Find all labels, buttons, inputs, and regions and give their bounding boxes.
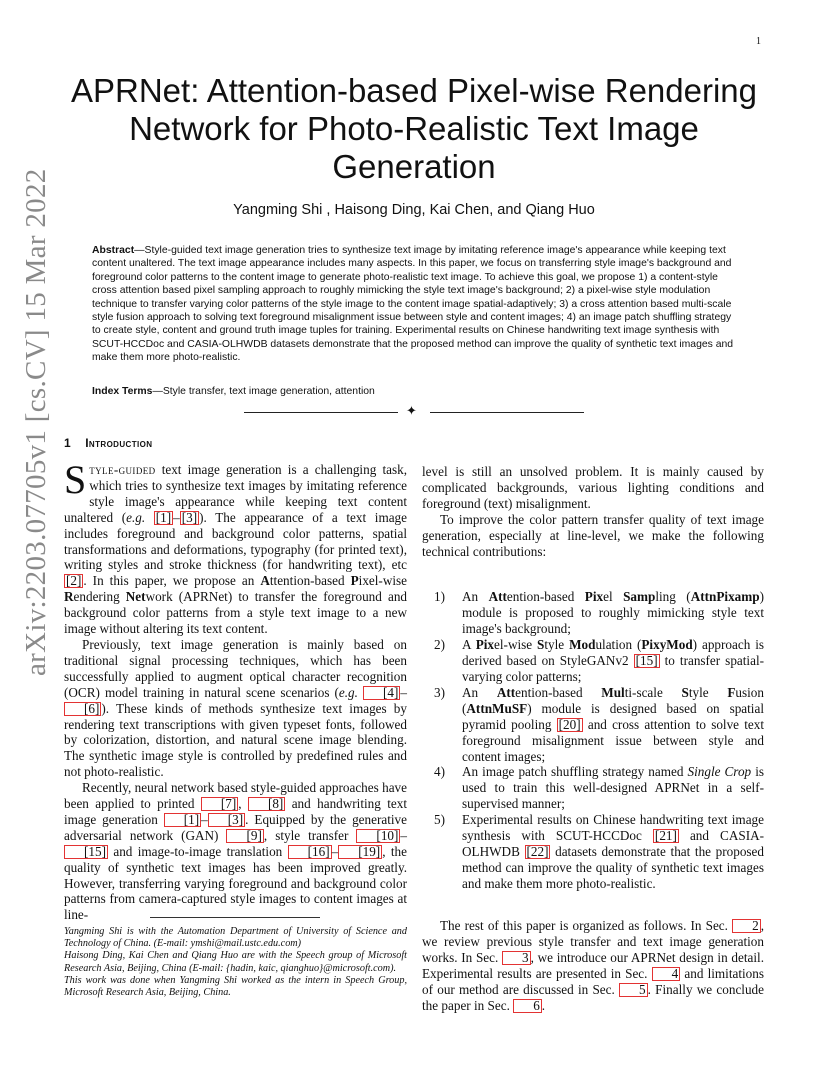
text-run: An (462, 684, 497, 700)
list-item (422, 637, 764, 685)
section-link[interactable]: 5 (619, 983, 648, 997)
text-run: The rest of this paper is organized as follows. In Sec. (440, 918, 733, 933)
citation-link[interactable]: [3] (181, 509, 198, 525)
text-run: Recently, neural network based style-guided approaches have been applied to printed (64, 780, 407, 812)
text-run: usion ( (462, 684, 764, 716)
text-run: ). These kinds of methods synthesize text images by rendering text transcriptions with given typeset fonts, followed by colorization, distortion, and natural scene image blending. The synthetic image style is controlled by predefined rules and not photo-realistic. (64, 700, 407, 780)
citation-link[interactable]: [8] (248, 797, 285, 811)
footnote-affiliation-2: Haisong Ding, Kai Chen and Qiang Huo are with the Speech group of Microsoft Research Asia, Beijing, China (E-mail: {hadin, kaic, qianghuo}@microsoft.com). (64, 950, 407, 974)
bold-run: Att (488, 589, 507, 605)
page-number: 1 (756, 36, 761, 47)
bold-run: Att (496, 684, 516, 700)
eg-italic: e.g. (126, 509, 146, 525)
section-link[interactable]: 2 (732, 919, 761, 933)
text-run: Experimental results on Chinese handwriting text image synthesis with SCUT-HCCDoc (462, 812, 764, 844)
text-run: ). The appearance of a text image includes foreground and background color patterns, spatial transformations and deformations, typography (for printed text), writing styles and stroke thickness (for handwriting text), etc (64, 509, 408, 573)
text-run: ention-based (506, 589, 585, 605)
drop-cap: S (64, 457, 87, 502)
list-number: 3) (434, 684, 445, 700)
index-terms-label: Index Terms (92, 386, 153, 397)
text-run: . Finally we conclude the paper in Sec. (422, 981, 764, 1013)
text-run: is used to train this well-designed APRNet in a self-supervised manner; (462, 764, 765, 812)
citation-link[interactable]: [1] (155, 509, 172, 525)
text-run: ulation ( (595, 637, 642, 653)
citation-link[interactable]: [6] (64, 702, 101, 716)
text-run: el (603, 589, 624, 605)
bold-run: S (681, 684, 689, 700)
text-run: text image generation is a challenging task, which tries to synthesize text images by imitating reference style image's appearance while keeping text content unaltered ( (64, 462, 407, 525)
text-run: ) module is proposed to roughly mimicking style text image's background; (462, 589, 764, 637)
text-run: el-wise (494, 637, 538, 653)
text-run: Previously, text image generation is mainly based on traditional signal processing techniques, which has been successfully applied to augment optical character recognition (OCR) model training in natural scene scenarios ( (64, 636, 407, 700)
abstract (92, 244, 742, 365)
arxiv-identifier: arXiv:2203.07705v1 [cs.CV] 15 Mar 2022 (20, 168, 52, 676)
text-run: , we review previous style transfer and text image generation works. In Sec. (422, 918, 764, 965)
citation-link[interactable]: [16] (288, 845, 332, 859)
text-run: and handwriting text image generation (64, 796, 408, 827)
text-run: . Equipped by the generative adversarial network (GAN) (64, 811, 407, 843)
abstract-text: —Style-guided text image generation tries to synthesize text image by imitating reference image's appearance while keeping text content unaltered. The text image appearance includes many aspects. In this paper, we focus on transferring style image's background and foreground color patterns to the content image to generate photo-realistic text image. To achieve this goal, we propose 1) a content-style cross attention based pixel sampling approach to roughly mimicking the style text image's background; 2) a pixel-wise style modulation technique to transfer varying color patterns of the style image to the content image spatial-adaptively; 3) a cross attention based multi-scale style fusion approach to solving text foreground misalignment issue between style and content images; 4) an image patch shuffling strategy to create style, content and ground truth image tuples for training. Experimental results on Chinese handwriting text image synthesis with SCUT-HCCDoc and CASIA-OLHWDB datasets demonstrate that the proposed method can improve the quality of synthetic text images and make them more photo-realistic. (92, 245, 734, 364)
text-run: A (462, 637, 476, 653)
text-run: – (400, 827, 407, 843)
citation-link[interactable]: [19] (338, 845, 382, 859)
bold-run: S (537, 637, 545, 653)
index-terms-text: —Style transfer, text image generation, attention (152, 386, 375, 397)
footnote-affiliation-1: Yangming Shi is with the Automation Department of University of Science and Technology of China. (E-mail: ymshi@mail.ustc.edu.com) (64, 926, 407, 950)
footnote-internship: This work was done when Yangming Shi worked as the intern in Speech Group, Microsoft Research Asia, Beijing, China. (64, 974, 407, 999)
text-run: – (331, 843, 339, 859)
index-terms (92, 386, 742, 397)
text-run: work (APRNet) to transfer the foreground and background color patterns from a style text image to a new image without altering its text content. (64, 589, 408, 637)
list-item (422, 764, 764, 812)
section-number: 1 (64, 436, 72, 450)
organization-paragraph (422, 918, 764, 1013)
list-item (422, 589, 764, 637)
text-run (145, 510, 154, 525)
text-run: . (541, 997, 546, 1013)
bold-letter: R (64, 589, 74, 605)
text-run: ) module is designed based on spatial pyramid pooling (462, 700, 764, 732)
text-run: , style transfer (263, 827, 357, 843)
text-run: , the quality of synthetic text images has been improved greatly. However, transferring varying foreground and background color patterns from camera-captured style images to content images at line- (64, 843, 407, 923)
list-item (422, 812, 764, 892)
bold-run: Mul (601, 684, 625, 700)
bold-run: AttnMuSF (466, 700, 528, 716)
text-run: ) approach is derived based on StyleGANv2 (462, 637, 764, 669)
list-number: 5) (434, 812, 445, 828)
right-paragraph-1: level is still an unsolved problem. It is mainly caused by complicated backgrounds, various lighting conditions and foreground (text) misalignment. (422, 464, 764, 511)
bold-run: Pix (475, 637, 495, 653)
footnote-rule (150, 917, 320, 918)
bold-run: F (727, 684, 736, 700)
section-divider (244, 406, 584, 420)
citation-link[interactable]: [20] (558, 716, 581, 732)
text-run: and image-to-image translation (107, 843, 288, 859)
list-number: 2) (434, 637, 445, 653)
text-run: and limitations of our method are discussed in Sec. (422, 965, 764, 997)
section-link[interactable]: 6 (513, 999, 542, 1013)
text-run: endering (73, 589, 126, 605)
footnotes (64, 926, 407, 999)
author-list: Yangming Shi , Haisong Ding, Kai Chen, and Qiang Huo (233, 202, 595, 218)
text-run: – (400, 684, 407, 700)
paper-title: APRNet: Attention-based Pixel-wise Rendering Network for Photo-Realistic Text Image Generation (70, 72, 758, 185)
text-run: An image patch shuffling strategy named (462, 764, 688, 780)
text-run: tyle (688, 684, 728, 700)
section-link[interactable]: 4 (652, 967, 681, 981)
text-run: and cross attention to solve text foreground misalignment issue between style and content images; (462, 716, 765, 764)
citation-link[interactable]: [15] (64, 845, 108, 859)
bold-letter: Net (125, 589, 146, 605)
contribution-list (422, 589, 764, 891)
intro-paragraph-2 (64, 637, 407, 780)
diamond-star-icon: ✦ (406, 404, 417, 419)
text-run: tyle (544, 637, 570, 653)
list-number: 1) (434, 589, 445, 605)
text-run: datasets demonstrate that the proposed method can improve the quality of synthetic text images and make them more photo-realistic. (462, 843, 764, 891)
divider-line-right (430, 412, 584, 413)
bold-run: Pix (584, 589, 604, 605)
text-run: to transfer spatial-varying color patterns; (462, 653, 764, 684)
bold-run: Samp (623, 589, 656, 605)
citation-link[interactable]: [15] (635, 653, 658, 669)
list-item (422, 685, 764, 765)
citation-link[interactable]: [22] (526, 843, 549, 859)
text-run: , we introduce our APRNet design in detail. Experimental results are presented in Sec. (422, 949, 764, 981)
intro-paragraph-3 (64, 780, 407, 923)
text-run: – (201, 811, 208, 827)
section-title: Introduction (85, 436, 153, 450)
right-column (422, 464, 764, 892)
text-run: ttention-based (269, 573, 351, 589)
bold-run: AttnPixamp (690, 589, 760, 605)
citation-link[interactable]: [1] (164, 813, 201, 827)
section-link[interactable]: 3 (502, 951, 531, 965)
citation-link[interactable]: [7] (201, 797, 238, 811)
text-run: – (173, 509, 180, 525)
bold-run: Mod (569, 637, 596, 653)
bold-run: PixyMod (641, 637, 693, 653)
citation-link[interactable]: [9] (226, 829, 263, 843)
intro-paragraph-1 (64, 457, 408, 637)
text-run: . In this paper, we propose an (83, 573, 261, 589)
text-run: and CASIA-OLHWDB (462, 828, 764, 859)
text-run: ti-scale (624, 684, 682, 700)
eg-italic: e.g. (338, 684, 358, 700)
citation-link[interactable]: [4] (363, 686, 400, 700)
citation-link[interactable]: [3] (208, 813, 245, 827)
left-column (64, 457, 408, 923)
text-run: , (238, 796, 248, 812)
list-number: 4) (434, 764, 445, 780)
bold-letter: P (350, 573, 359, 589)
bold-letter: A (260, 573, 270, 589)
text-run: An (462, 589, 489, 605)
italic-run: Single Crop (687, 764, 752, 780)
lead-words: tyle-guided (89, 462, 156, 477)
citation-link[interactable]: [2] (66, 573, 82, 589)
text-run: ention-based (515, 684, 602, 700)
divider-line-left (244, 412, 398, 413)
text-run: ixel-wise (358, 573, 407, 589)
citation-link[interactable]: [10] (356, 829, 400, 843)
text-run: ling ( (655, 589, 691, 605)
citation-link[interactable]: [21] (654, 828, 677, 844)
section-heading (64, 436, 152, 450)
right-paragraph-2: To improve the color pattern transfer quality of text image generation, especially at line-level, we make the following technical contributions: (422, 511, 764, 559)
abstract-label: Abstract (92, 245, 135, 256)
